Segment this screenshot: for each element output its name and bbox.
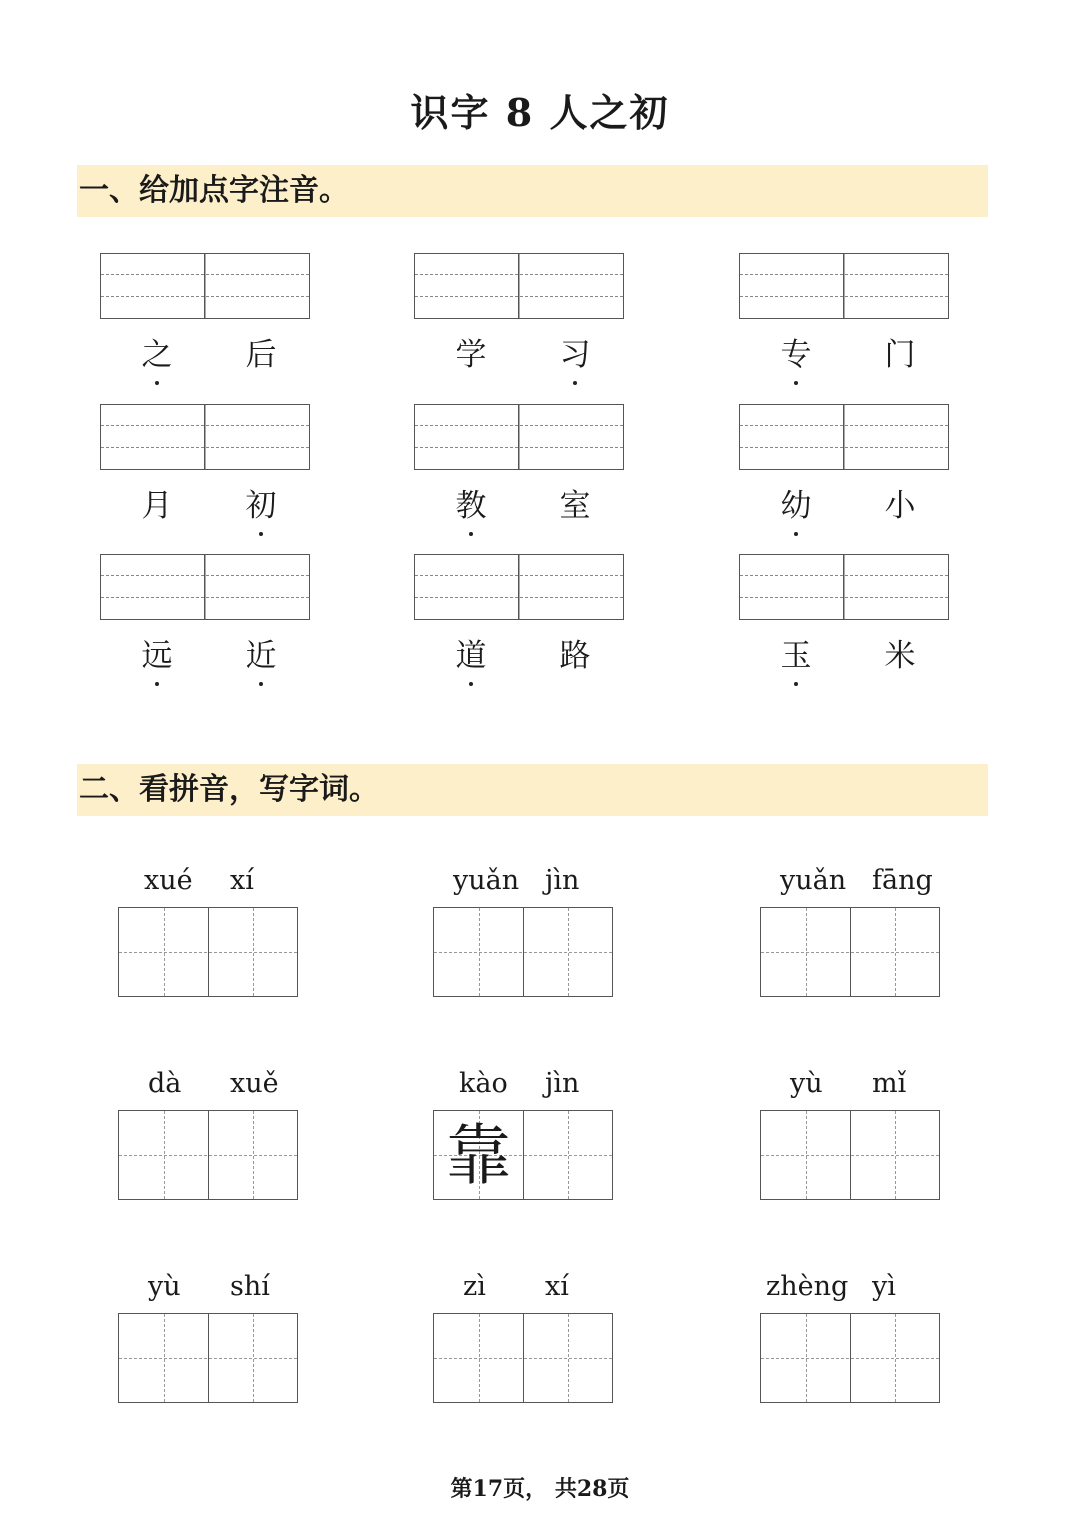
word-pair — [100, 634, 310, 684]
pinyin-syllable: yù — [148, 1271, 181, 1302]
pinyin-syllable: yù — [790, 1068, 823, 1099]
writing-grid[interactable] — [118, 1313, 298, 1403]
pinyin-prompt — [760, 1064, 940, 1104]
pinyin-syllable: fāng — [872, 865, 933, 896]
word-pair — [414, 333, 624, 383]
word-character: 初 — [236, 484, 286, 528]
pinyin-prompt — [760, 1267, 940, 1307]
emphasis-dot — [259, 532, 263, 536]
pinyin-answer-box[interactable] — [739, 404, 949, 470]
pinyin-answer-box[interactable] — [739, 554, 949, 620]
pinyin-answer-box[interactable] — [100, 404, 310, 470]
writing-grid[interactable] — [433, 1110, 613, 1200]
pinyin-syllable: xí — [230, 865, 254, 896]
emphasis-dot — [259, 682, 263, 686]
pinyin-answer-box[interactable] — [414, 404, 624, 470]
pinyin-syllable: xí — [545, 1271, 569, 1302]
pinyin-prompt — [433, 861, 613, 901]
word-character: 米 — [884, 638, 916, 674]
pinyin-prompt — [118, 861, 298, 901]
pinyin-syllable: yì — [872, 1271, 896, 1302]
word-character: 玉 — [771, 634, 821, 678]
pinyin-syllable: yuǎn — [453, 865, 520, 896]
page-title: 识字 8 人之初 — [410, 90, 670, 135]
emphasis-dot — [794, 532, 798, 536]
word-pair — [100, 484, 310, 534]
pinyin-syllable: shí — [230, 1271, 270, 1302]
word-character: 之 — [132, 333, 182, 377]
example-answer-character: 靠 — [445, 1117, 512, 1194]
page-footer: 第17页， 共28页 — [450, 1476, 630, 1502]
section-2-heading: 二、看拼音，写字词。 — [77, 764, 988, 816]
word-character: 道 — [446, 634, 496, 678]
word-pair — [414, 634, 624, 684]
pinyin-syllable: zì — [463, 1271, 486, 1302]
writing-grid[interactable] — [760, 1110, 940, 1200]
section-1-heading: 一、给加点字注音。 — [77, 165, 988, 217]
writing-grid[interactable] — [118, 1110, 298, 1200]
emphasis-dot — [573, 381, 577, 385]
word-character: 月 — [141, 488, 173, 524]
word-character: 近 — [236, 634, 286, 678]
pinyin-syllable: kào — [459, 1068, 508, 1099]
word-character: 幼 — [771, 484, 821, 528]
pinyin-prompt — [760, 861, 940, 901]
word-character: 后 — [245, 337, 277, 373]
pinyin-answer-box[interactable] — [100, 554, 310, 620]
pinyin-syllable: mǐ — [872, 1068, 907, 1099]
word-character: 远 — [132, 634, 182, 678]
emphasis-dot — [155, 682, 159, 686]
word-pair — [414, 484, 624, 534]
word-pair — [100, 333, 310, 383]
pinyin-answer-box[interactable] — [414, 253, 624, 319]
emphasis-dot — [155, 381, 159, 385]
word-character: 室 — [559, 488, 591, 524]
pinyin-syllable: xuě — [230, 1068, 279, 1099]
pinyin-syllable: xué — [144, 865, 193, 896]
word-pair — [739, 333, 949, 383]
word-character: 习 — [550, 333, 600, 377]
pinyin-prompt — [118, 1064, 298, 1104]
word-character: 教 — [446, 484, 496, 528]
pinyin-prompt — [433, 1267, 613, 1307]
pinyin-syllable: jìn — [545, 1068, 580, 1099]
word-pair — [739, 634, 949, 684]
pinyin-syllable: jìn — [545, 865, 580, 896]
word-character: 小 — [884, 488, 916, 524]
word-character: 学 — [455, 337, 487, 373]
word-character: 专 — [771, 333, 821, 377]
emphasis-dot — [469, 682, 473, 686]
word-character: 门 — [884, 337, 916, 373]
pinyin-answer-box[interactable] — [739, 253, 949, 319]
pinyin-syllable: dà — [148, 1068, 182, 1099]
pinyin-prompt — [433, 1064, 613, 1104]
writing-grid[interactable] — [118, 907, 298, 997]
writing-grid[interactable] — [433, 1313, 613, 1403]
writing-grid[interactable] — [760, 907, 940, 997]
writing-grid[interactable] — [433, 907, 613, 997]
word-pair — [739, 484, 949, 534]
pinyin-syllable: yuǎn — [780, 865, 847, 896]
writing-grid[interactable] — [760, 1313, 940, 1403]
pinyin-answer-box[interactable] — [414, 554, 624, 620]
emphasis-dot — [469, 532, 473, 536]
pinyin-answer-box[interactable] — [100, 253, 310, 319]
emphasis-dot — [794, 381, 798, 385]
word-character: 路 — [559, 638, 591, 674]
emphasis-dot — [794, 682, 798, 686]
pinyin-prompt — [118, 1267, 298, 1307]
pinyin-syllable: zhèng — [766, 1271, 849, 1302]
